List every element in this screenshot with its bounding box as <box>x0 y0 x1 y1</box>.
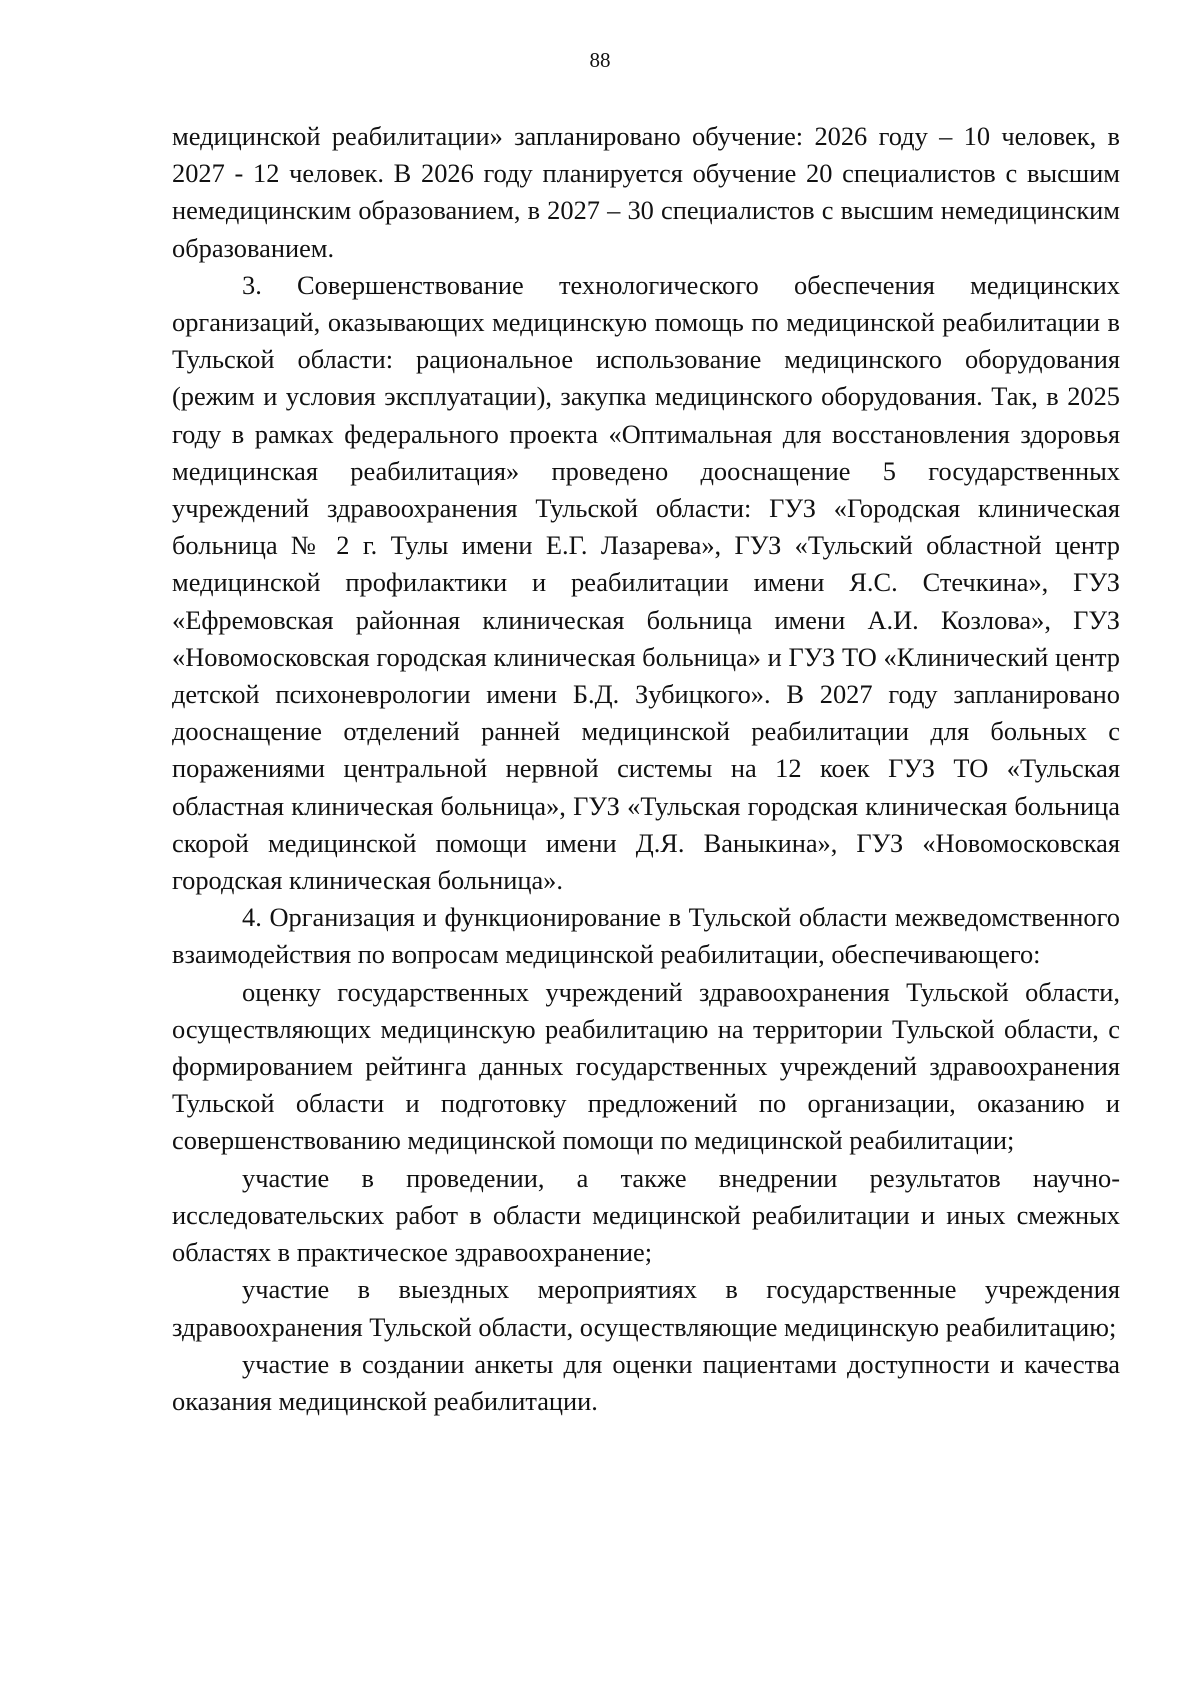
list-item-assessment: оценку государственных учреждений здравоохранения Тульской области, осуществляющих медицинскую реабилитацию на территории Тульской области, с формированием рейтинга данных государственных учреждений здравоохранения Тульской области и подготовку предложений по организации, оказанию и совершенствованию медицинской помощи по медицинской реабилитации; <box>172 976 1120 1156</box>
list-item-questionnaire: участие в создании анкеты для оценки пациентами доступности и качества оказания медицинской реабилитации. <box>172 1348 1120 1416</box>
page-number: 88 <box>589 48 611 72</box>
paragraph-interagency-cooperation: 4. Организация и функционирование в Тульской области межведомственного взаимодействия по вопросам медицинской реабилитации, обеспечивающего: <box>172 902 1120 970</box>
list-item-field-events: участие в выездных мероприятиях в государственные учреждения здравоохранения Тульской области, осуществляющие медицинскую реабилитацию; <box>172 1274 1120 1342</box>
document-body <box>172 118 1120 1420</box>
list-item-research-participation: участие в проведении, а также внедрении результатов научно-исследовательских работ в области медицинской реабилитации и иных смежных областях в практическое здравоохранение; <box>172 1162 1120 1268</box>
paragraph-training-continuation: медицинской реабилитации» запланировано обучение: 2026 году – 10 человек, в 2027 - 12 человек. В 2026 году планируется обучение 20 специалистов с высшим немедицинским образованием, в 2027 – 30 специалистов с высшим немедицинским образованием. <box>172 121 1120 263</box>
paragraph-technological-support: 3. Совершенствование технологического обеспечения медицинских организаций, оказывающих медицинскую помощь по медицинской реабилитации в Тульской области: рациональное использование медицинского оборудования (режим и условия эксплуатации), закупка медицинского оборудования. Так, в 2025 году в рамках федерального проекта «Оптимальная для восстановления здоровья медицинская реабилитация» проведено дооснащение 5 государственных учреждений здравоохранения Тульской области: ГУЗ «Городская клиническая больница № 2 г. Тулы имени Е.Г. Лазарева», ГУЗ «Тульский областной центр медицинской профилактики и реабилитации имени Я.С. Стечкина», ГУЗ «Ефремовская районная клиническая больница имени А.И. Козлова», ГУЗ «Новомосковская городская клиническая больница» и ГУЗ ТО «Клинический центр детской психоневрологии имени Б.Д. Зубицкого». В 2027 году запланировано дооснащение отделений ранней медицинской реабилитации для больных с поражениями центральной нервной системы на 12 коек ГУЗ ТО «Тульская областная клиническая больница», ГУЗ «Тульская городская клиническая больница скорой медицинской помощи имени Д.Я. Ваныкина», ГУЗ «Новомосковская городская клиническая больница». <box>172 269 1120 896</box>
